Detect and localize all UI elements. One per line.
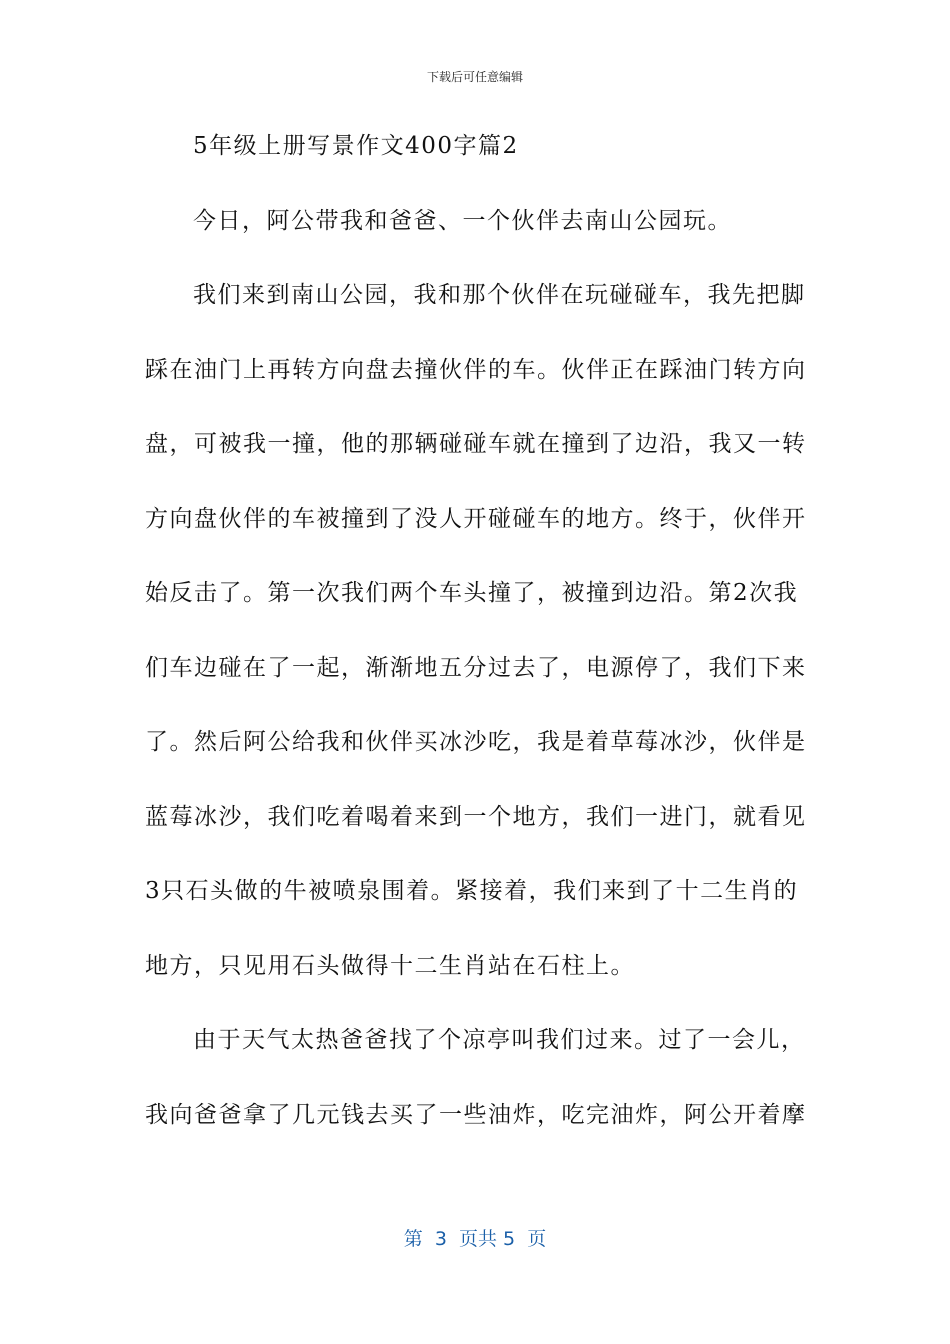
paragraph-2-line-4: 方向盘伙伴的车被撞到了没人开碰碰车的地方。终于，伙伴开 (145, 505, 807, 532)
paragraph-2-line-5: 始反击了。第一次我们两个车头撞了，被撞到边沿。第2次我 (145, 580, 799, 606)
paragraph-1-line-1: 今日，阿公带我和爸爸、一个伙伴去南山公园玩。 (193, 207, 732, 234)
paragraph-3-line-2: 我向爸爸拿了几元钱去买了一些油炸，吃完油炸，阿公开着摩 (145, 1101, 807, 1128)
paragraph-2-line-6: 们车边碰在了一起，渐渐地五分过去了，电源停了，我们下来 (145, 654, 807, 681)
paragraph-2-line-2: 踩在油门上再转方向盘去撞伙伴的车。伙伴正在踩油门转方向 (145, 356, 807, 383)
paragraph-2-line-10: 地方，只见用石头做得十二生肖站在石柱上。 (145, 952, 635, 979)
paragraph-2-line-7: 了。然后阿公给我和伙伴买冰沙吃，我是着草莓冰沙，伙伴是 (145, 729, 807, 755)
document-body (145, 120, 807, 1163)
paragraph-2-line-3: 盘，可被我一撞，他的那辆碰碰车就在撞到了边沿，我又一转 (145, 431, 807, 457)
paragraph-3-line-1: 由于天气太热爸爸找了个凉亭叫我们过来。过了一会儿， (193, 1027, 806, 1053)
paragraph-2-line-1: 我们来到南山公园，我和那个伙伴在玩碰碰车，我先把脚 (193, 282, 806, 308)
page-number-footer: 第 3 页共 5 页 (403, 1228, 547, 1250)
paragraph-2-line-8: 蓝莓冰沙，我们吃着喝着来到一个地方，我们一进门，就看见 (145, 803, 807, 830)
header-note: 下载后可任意编辑 (426, 70, 523, 84)
paragraph-2-line-9: 3只石头做的牛被喷泉围着。紧接着，我们来到了十二生肖的 (145, 878, 799, 904)
essay-title: 5年级上册写景作文400字篇2 (193, 133, 519, 159)
